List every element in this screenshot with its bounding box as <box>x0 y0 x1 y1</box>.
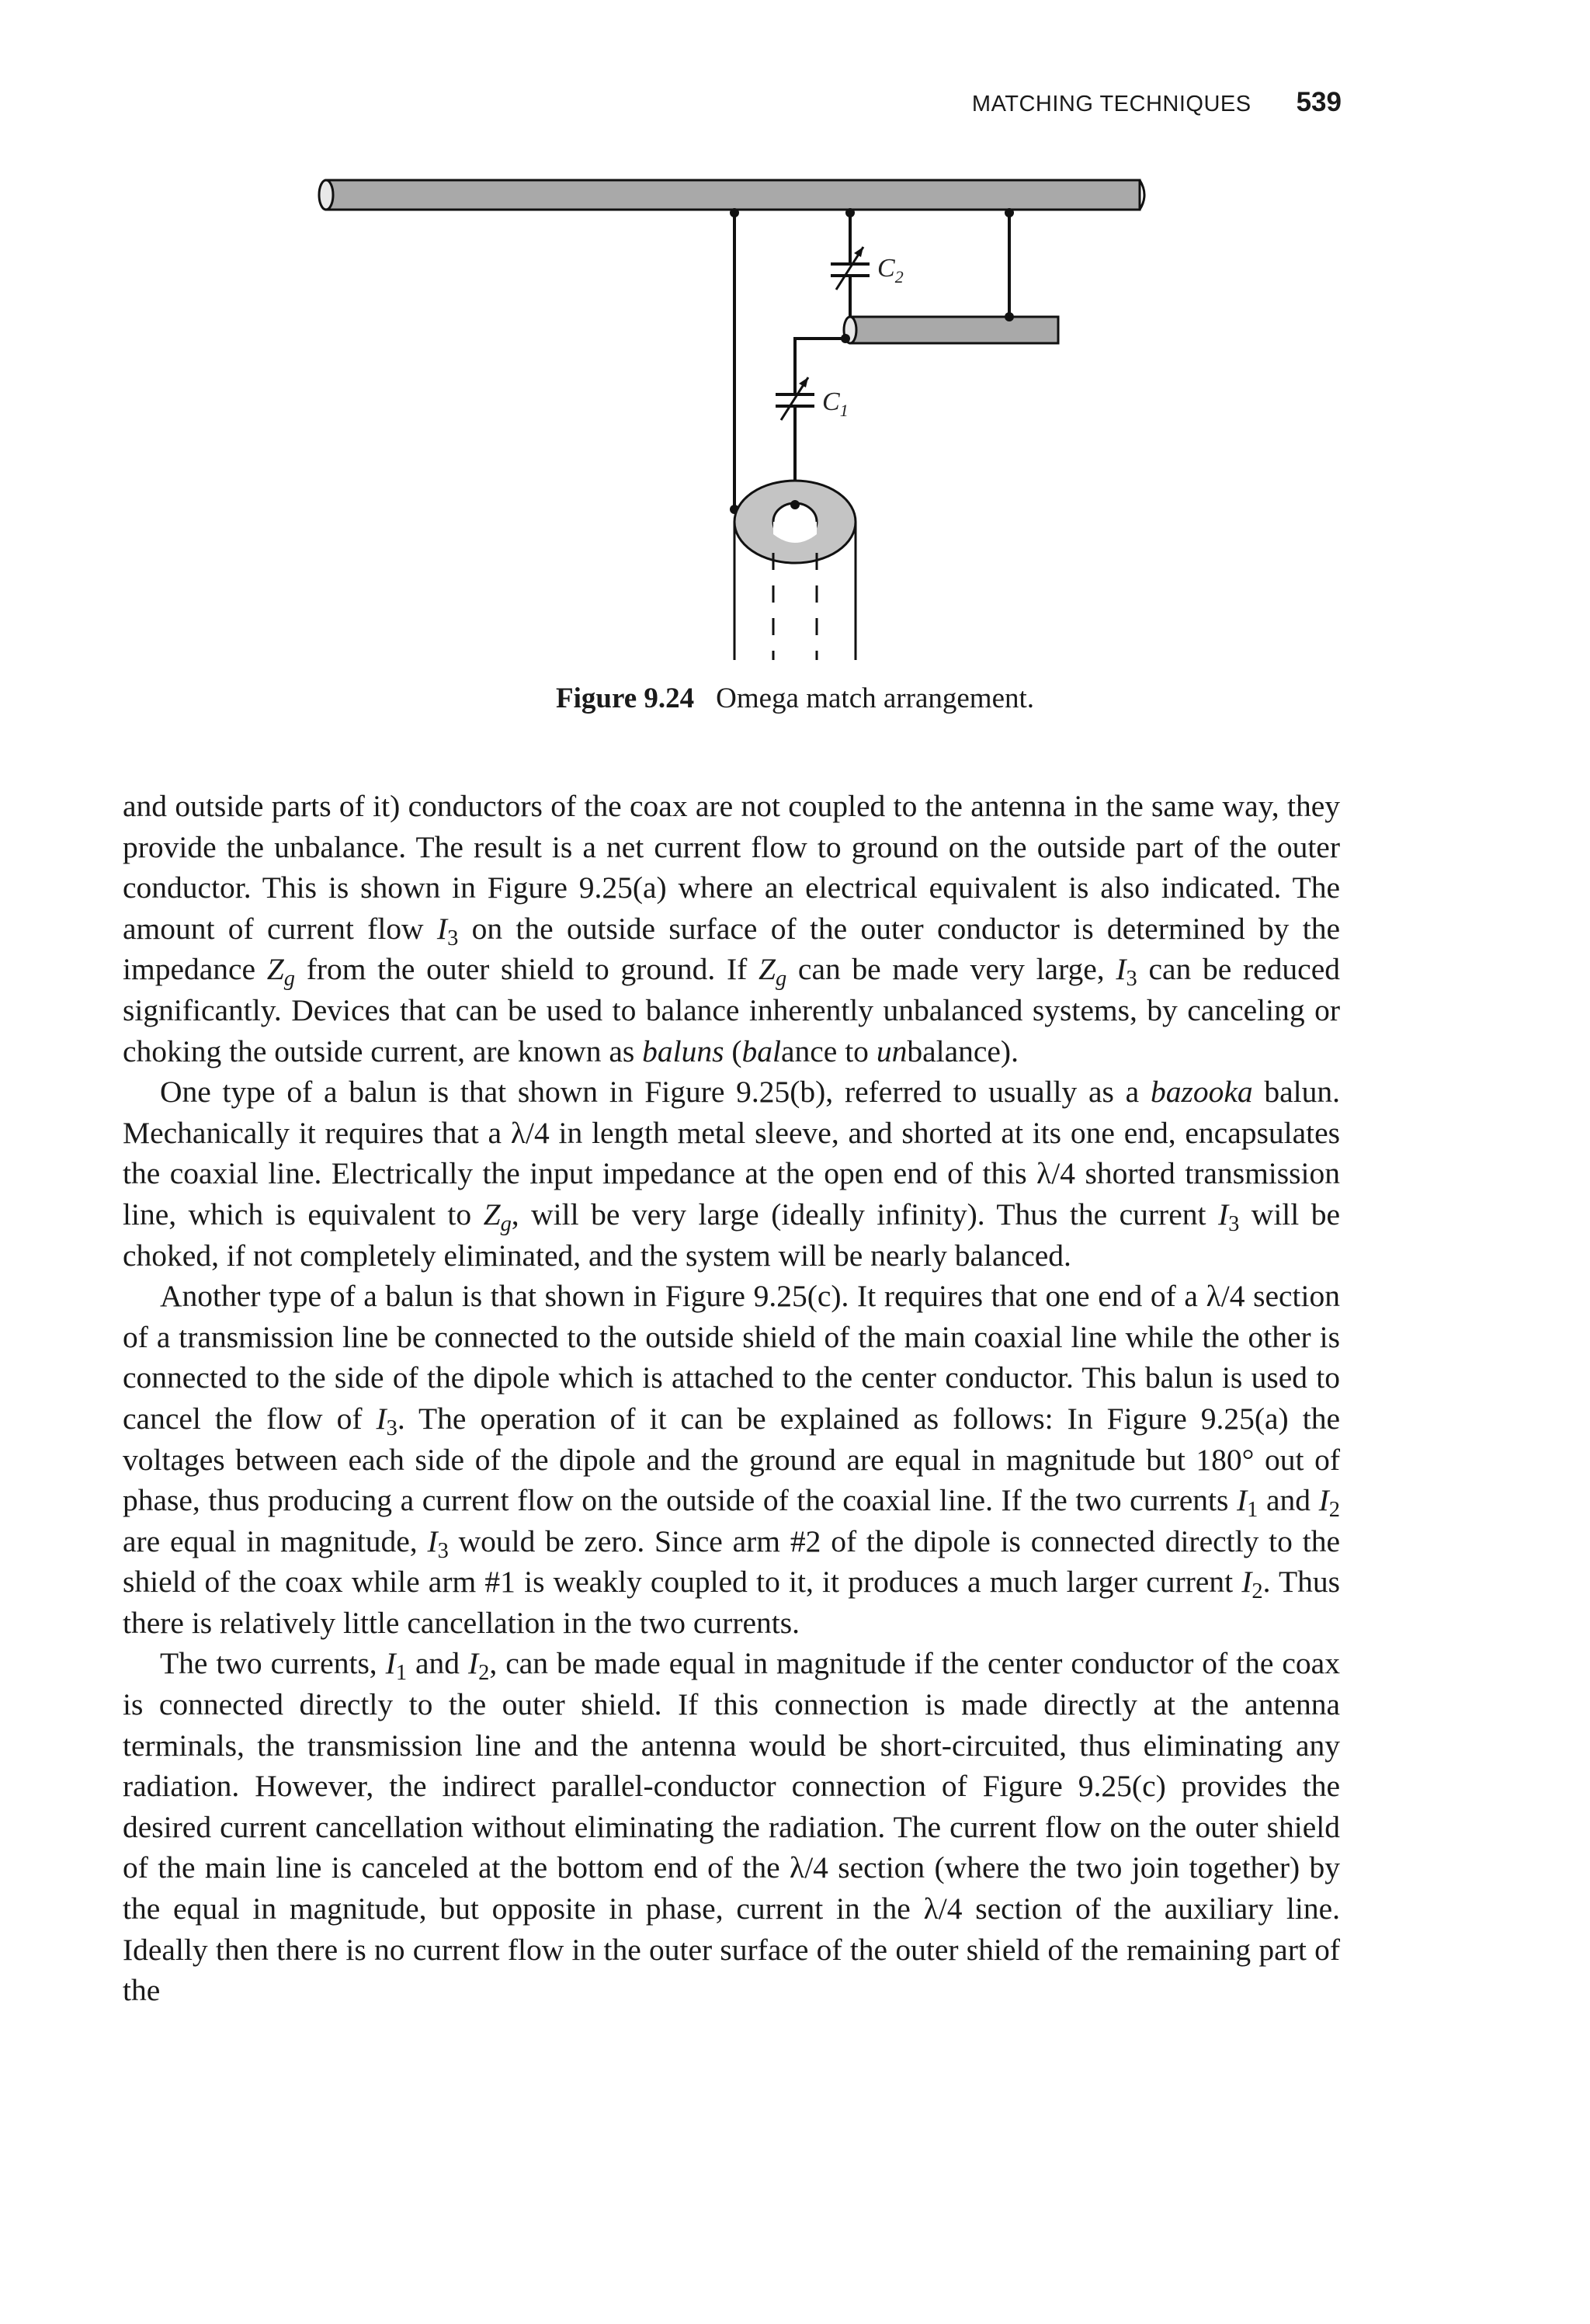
junction-dot <box>1005 208 1014 217</box>
junction-dot <box>845 208 855 217</box>
c2-label: $C_2$ <box>877 254 904 287</box>
dipole-rod-left-end <box>319 180 333 210</box>
omega-match-figure <box>311 163 1165 668</box>
junction-dot <box>841 334 850 343</box>
figure-caption <box>0 682 1590 715</box>
c1-label: $C_1$ <box>822 387 849 420</box>
dipole-rod <box>326 180 1140 210</box>
junction-dot <box>1005 312 1014 321</box>
paragraph: One type of a balun is that shown in Figure 9.25(b), referred to usually as a bazooka balun. Mechanically it requires that a λ/4 in length metal sleeve, and shorted at its one end, encapsulates the coaxial line. Electrically the input impedance at the open end of this λ/4 shorted transmission line, which is equivalent to $Z_g$, will be very large (ideally infinity). Thus the current $I_3$ will be choked, if not completely eliminated, and the system will be nearly balanced. <box>123 1075 1340 1273</box>
paragraph: and outside parts of it) conductors of the coax are not coupled to the antenna in the same way, they provide the unbalance. The result is a net current flow to ground on the outside part of the outer conductor. This is shown in Figure 9.25(a) where an electrical equivalent is also indicated. The amount of current flow $I_3$ on the outside surface of the outer conductor is determined by the impedance $Z_g$ from the outer shield to ground. If $Z_g$ can be made very large, $I_3$ can be reduced significantly. Devices that can be used to balance inherently unbalanced systems, by canceling or choking the outside current, are known as baluns (balance to unbalance). <box>123 789 1340 1068</box>
body-text <box>123 786 1340 2011</box>
omega-match-diagram <box>311 163 1165 668</box>
junction-dot <box>730 208 739 217</box>
paragraph: Another type of a balun is that shown in Figure 9.25(c). It requires that one end of a λ/4 section of a transmission line be connected to the outside shield of the main coaxial line while the other is connected to the side of the dipole which is attached to the center conductor. This balun is used to cancel the flow of $I_3$. The operation of it can be explained as follows: In Figure 9.25(a) the voltages between each side of the dipole and the ground are equal in magnitude but 180° out of phase, thus producing a current flow on the outside of the coaxial line. If the two currents $I_1$ and $I_2$ are equal in magnitude, $I_3$ would be zero. Since arm #2 of the dipole is connected directly to the shield of the coax while arm #1 is weakly coupled to it, it produces a much larger current $I_2$. Thus there is relatively little cancellation in the two currents. <box>123 1279 1340 1640</box>
page-number: 539 <box>1296 87 1342 117</box>
paragraph: The two currents, $I_1$ and $I_2$, can be made equal in magnitude if the center conductor of the coax is connected directly to the outer shield. If this connection is made directly at the antenna terminals, the transmission line and the antenna would be short-circuited, thus eliminating any radiation. However, the indirect parallel-conductor connection of Figure 9.25(c) provides the desired current cancellation without eliminating the radiation. The current flow on the outer shield of the main line is canceled at the bottom end of the λ/4 section (where the two join together) by the equal in magnitude, but opposite in phase, current in the λ/4 section of the auxiliary line. Ideally then there is no current flow in the outer surface of the outer shield of the remaining part of the <box>123 1646 1340 2008</box>
figure-number: Figure 9.24 <box>555 683 695 714</box>
figure-caption-text: Omega match arrangement. <box>716 683 1035 714</box>
running-title: MATCHING TECHNIQUES <box>971 92 1252 116</box>
running-header <box>0 87 1342 118</box>
center-conductor-junction <box>790 500 800 509</box>
omega-rod <box>850 317 1058 343</box>
